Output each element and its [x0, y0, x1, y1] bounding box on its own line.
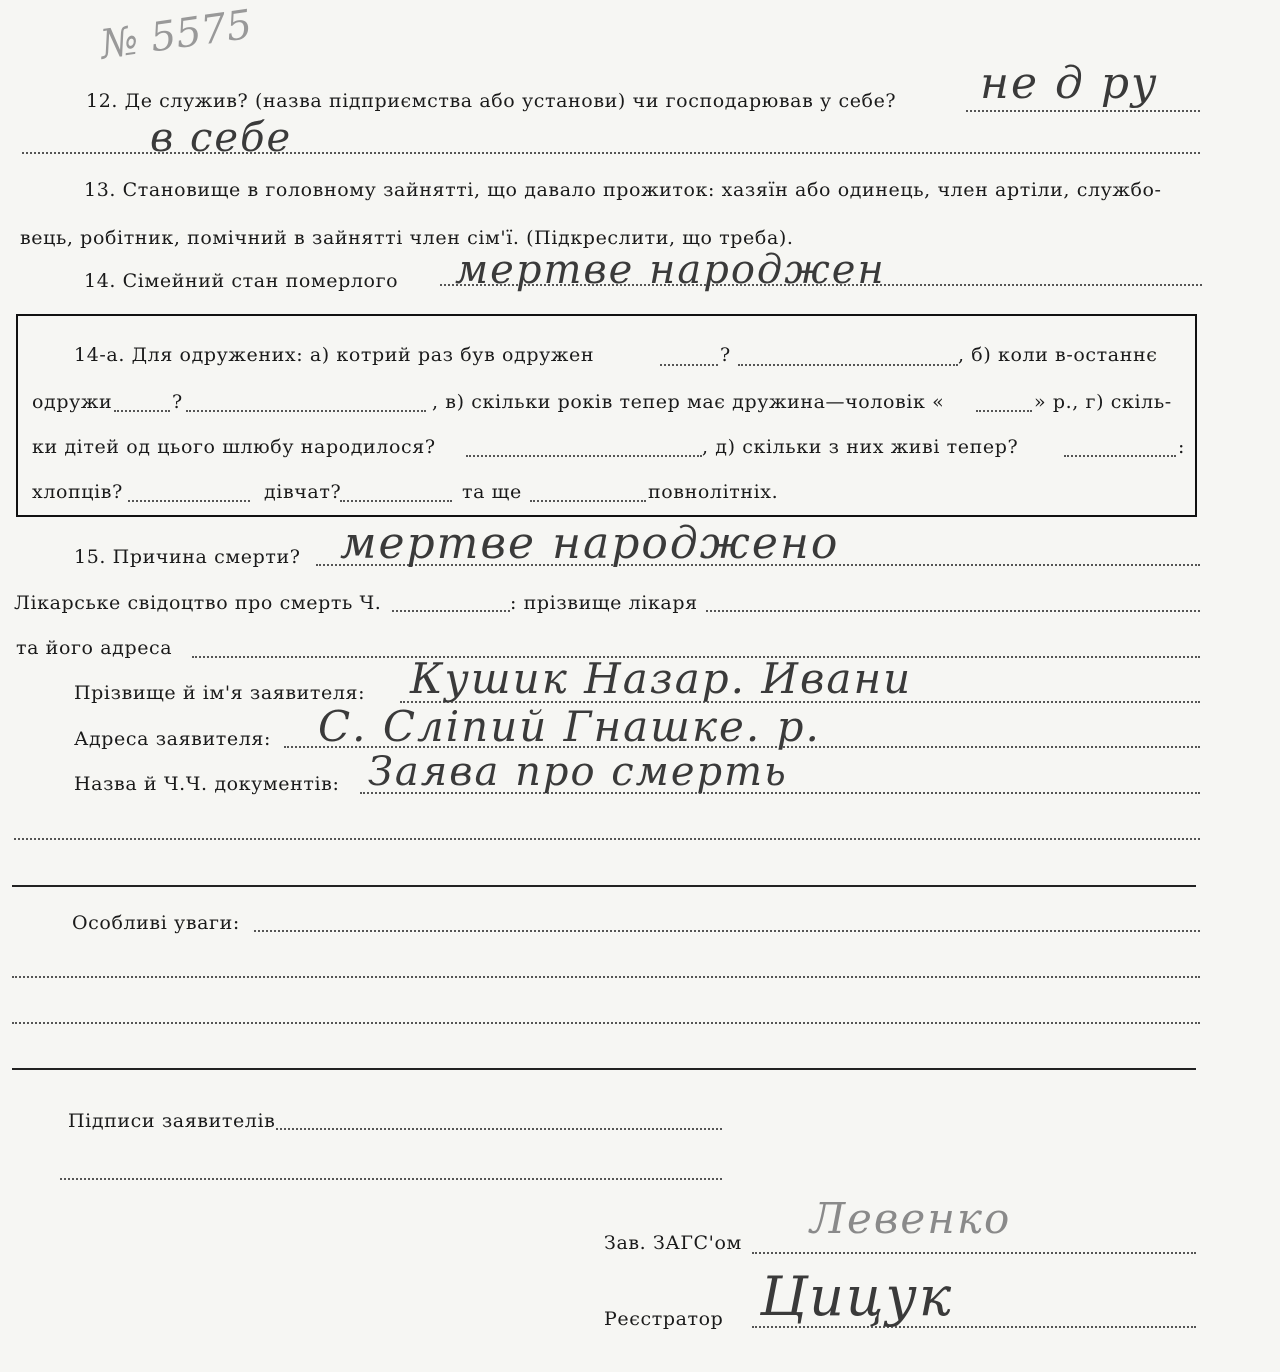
documents-handwritten: Заява про смерть — [368, 749, 788, 795]
doctor-name-label: : прізвище лікаря — [510, 592, 698, 614]
corner-stamp: № 5575 — [97, 1, 255, 69]
documents-label: Назва й Ч.Ч. документів: — [74, 773, 340, 795]
q14a-field-adults — [530, 500, 646, 502]
q12-label: 12. Де служив? (назва підприємства або установи) чи господарював у себе? — [86, 90, 897, 112]
q12-continuation-line — [22, 152, 1200, 154]
q14a-line4-b: дівчат? — [264, 481, 342, 503]
q13-line-1: 13. Становище в головному зайнятті, що давало прожиток: хазяїн або одинець, член артіли, службо- — [84, 179, 1162, 201]
documents-continuation-line — [14, 838, 1200, 840]
q14a-line1-b: ? — [720, 344, 731, 366]
q14a-line2-b: ? — [172, 391, 183, 413]
q14a-line2-d: » р., г) скіль- — [1034, 391, 1172, 413]
q14-label: 14. Сімейний стан померлого — [84, 270, 399, 292]
signatures-line-1 — [276, 1128, 722, 1130]
notes-label: Особливі уваги: — [72, 912, 240, 934]
q14a-line3-a: ки дітей од цього шлюбу народилося? — [32, 436, 436, 458]
q14a-field-spouse-age — [976, 410, 1032, 412]
zags-head-label: Зав. ЗАГС'ом — [604, 1232, 742, 1254]
q14a-line1-c: , б) коли в-останнє — [958, 344, 1158, 366]
q14a-field-children-alive — [1064, 455, 1176, 457]
q14a-field-children-born — [466, 455, 702, 457]
q14a-line2-c: , в) скільки років тепер має дружина—чоловік « — [432, 391, 945, 413]
notes-line-2 — [12, 976, 1200, 978]
q12-handwritten-answer: не д ру — [980, 58, 1159, 109]
section-divider-1 — [12, 885, 1196, 887]
medical-cert-label: Лікарське свідоцтво про смерть Ч. — [14, 592, 382, 614]
q14-handwritten-answer: мертве народжен — [455, 247, 886, 293]
zags-head-line — [752, 1252, 1196, 1254]
zags-head-signature: Левенко — [810, 1194, 1012, 1243]
registrar-signature: Цицук — [760, 1265, 954, 1328]
medical-cert-number-line — [392, 610, 510, 612]
applicant-address-handwritten: С. Сліпий Гнашке. р. — [318, 702, 821, 751]
q14a-field-times-2 — [738, 364, 958, 366]
q14a-line3-c: : — [1178, 436, 1186, 458]
q14a-field-boys — [128, 500, 250, 502]
q14a-line4-d: повнолітніх. — [648, 481, 779, 503]
signatures-line-2 — [60, 1178, 722, 1180]
q14a-field-times — [660, 364, 718, 366]
q14a-line1-a: 14-а. Для одружених: а) котрий раз був одружен — [74, 344, 595, 366]
q12-handwritten-answer-cont: в себе — [150, 115, 293, 161]
notes-line-1 — [254, 930, 1200, 932]
q13-line-2: вець, робітник, помічний в зайнятті член сім'ї. (Підкреслити, що треба). — [20, 227, 794, 249]
section-divider-2 — [12, 1068, 1196, 1070]
doctor-address-label: та його адреса — [16, 637, 173, 659]
q14a-line2-a: одружи — [32, 391, 113, 413]
q12-answer-line — [966, 110, 1200, 112]
applicant-name-label: Прізвище й ім'я заявителя: — [74, 682, 366, 704]
q14a-line3-b: , д) скільки з них живі тепер? — [702, 436, 1019, 458]
q15-handwritten-answer: мертве народжено — [340, 518, 840, 569]
applicant-address-label: Адреса заявителя: — [74, 728, 271, 750]
q14a-field-last-married-2 — [186, 410, 426, 412]
q14a-line4-a: хлопців? — [32, 481, 123, 503]
notes-line-3 — [12, 1022, 1200, 1024]
signatures-label: Підписи заявителів — [68, 1110, 276, 1132]
doctor-name-line — [706, 610, 1200, 612]
q14a-field-girls — [340, 500, 452, 502]
q14a-line4-c: та ще — [462, 481, 522, 503]
applicant-name-handwritten: Кушик Назар. Ивани — [410, 654, 913, 703]
q14a-field-last-married — [114, 410, 170, 412]
q15-label: 15. Причина смерти? — [74, 546, 301, 568]
registrar-label: Реєстратор — [604, 1308, 724, 1330]
